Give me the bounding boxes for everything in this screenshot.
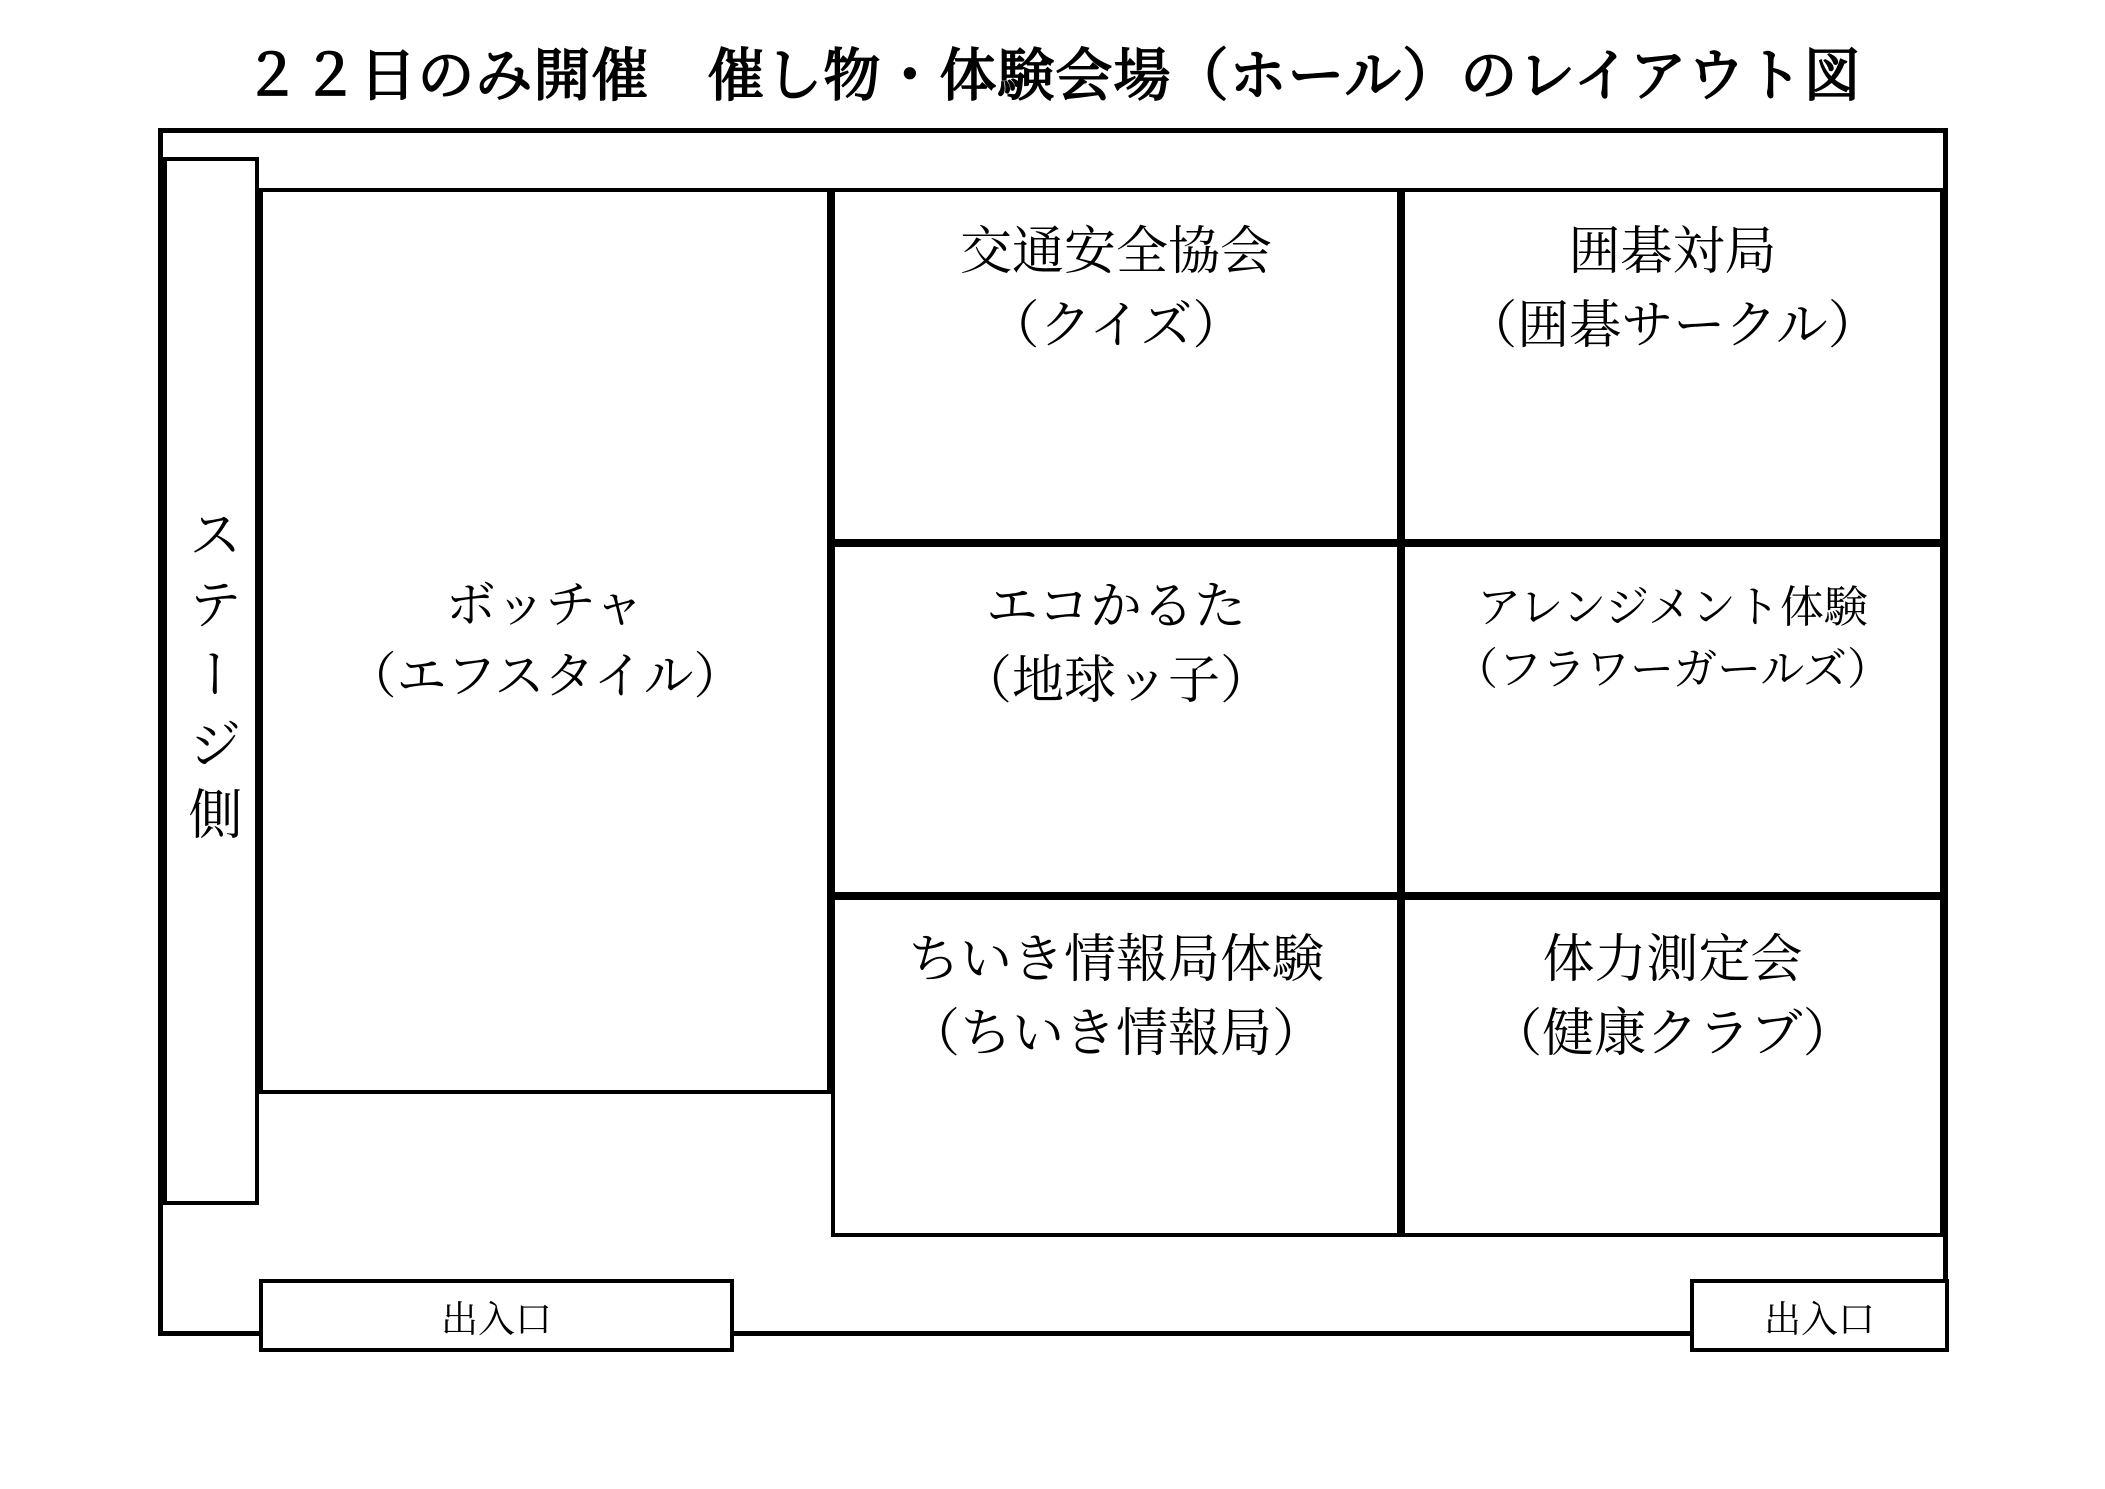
stage-side-area	[163, 157, 259, 1205]
booth-eco-karuta-name: エコかるた	[985, 578, 1246, 636]
booth-traffic-safety-name: 交通安全協会	[959, 223, 1272, 281]
booth-fitness-test	[1401, 896, 1944, 1237]
booth-traffic-safety	[831, 188, 1401, 543]
booth-chiiki-info	[831, 896, 1401, 1237]
entrance-right	[1690, 1279, 1949, 1352]
entrance-right-label: 出入口	[1764, 1298, 1875, 1340]
entrance-left-label: 出入口	[441, 1298, 552, 1340]
booth-bocce-group: （エフスタイル）	[346, 648, 744, 704]
booth-fitness-test-group: （健康クラブ）	[1490, 1004, 1855, 1063]
booth-chiiki-info-group: （ちいき情報局）	[907, 1004, 1324, 1063]
booth-eco-karuta-group: （地球ッ子）	[959, 651, 1272, 710]
booth-go-game-name: 囲碁対局	[1568, 223, 1777, 281]
booth-eco-karuta	[831, 543, 1401, 896]
booth-chiiki-info-name: ちいき情報局体験	[907, 931, 1324, 989]
entrance-left	[259, 1279, 734, 1352]
booth-arrangement-group: （フラワーガールズ）	[1454, 645, 1891, 695]
booth-arrangement	[1401, 543, 1944, 896]
stage-side-label: ステージ側	[181, 506, 241, 856]
booth-fitness-test-name: 体力測定会	[1542, 931, 1803, 989]
page-title: ２２日のみ開催 催し物・体験会場（ホール）のレイアウト図	[243, 44, 1862, 108]
booth-bocce	[259, 188, 831, 1094]
booth-go-game	[1401, 188, 1944, 543]
booth-arrangement-name: アレンジメント体験	[1477, 583, 1868, 632]
booth-go-game-group: （囲碁サークル）	[1465, 296, 1880, 355]
booth-traffic-safety-group: （クイズ）	[987, 296, 1245, 355]
booth-bocce-name: ボッチャ	[445, 577, 645, 633]
